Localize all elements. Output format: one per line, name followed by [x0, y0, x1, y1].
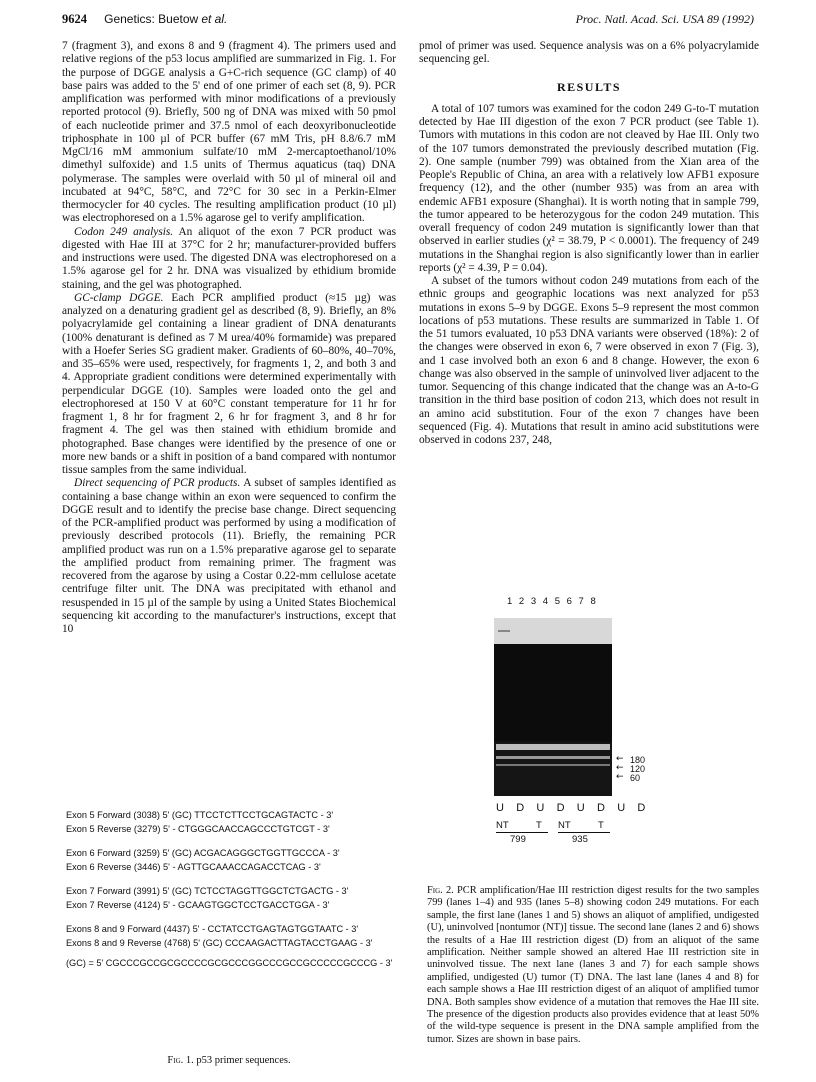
right-column: [419, 40, 759, 447]
figure-2-caption: [427, 885, 759, 1046]
arrow-icon: ←: [616, 763, 624, 773]
arrow-icon: ←: [616, 772, 624, 782]
run-in-head: Direct sequencing of PCR products.: [74, 477, 241, 490]
lane-codes: U D U D U D U D: [496, 802, 650, 814]
t-label: T: [536, 820, 542, 831]
gel-band: [496, 744, 610, 750]
primer-line: Exons 8 and 9 Reverse (4768) 5' (GC) CCCAAGACTTAGTACCTGAAG - 3': [66, 938, 373, 948]
caption-text: p53 primer sequences.: [196, 1055, 291, 1066]
size-label: 120: [630, 764, 646, 774]
figure-1-caption: [62, 1055, 396, 1066]
paragraph: 7 (fragment 3), and exons 8 and 9 (fragment 4). The primers used and relative regions of the p53 locus amplified are summarized in Fig. 1. For the purpose of DGGE analysis a G+C-rich sequence (GC clamp) of 40 base pairs was added to the 5' end of one primer of each set (8, 9). PCR amplification was performed with minor modifications of a previously reported protocol (9). Briefly, 500 ng of DNA was mixed with 50 pmol of each nucleotide primer and 37.5 nmol of each deoxyribonucleotide triphosphate in 100 µl of PCR buffer (67 mM Tris, pH 8.8/6.7 mM MgCl/16 mM ammonium sulfate/10 mM 2-mercaptoethanol/10% dimethyl sulfoxide) and 1.5 units of Thermus aquaticus (taq) DNA polymerase. The samples were overlaid with 50 µl of mineral oil and incubated at 94°C, 58°C, and 72°C for 30 sec in a Perkin-Elmer thermocycler for 40 cycles. The resulting amplification product (10 µl) was electrophoresed on a 1.5% agarose gel to verify amplification.: [62, 40, 396, 225]
divider: [496, 832, 548, 833]
primer-line: Exon 7 Reverse (4124) 5' - GCAAGTGGCTCCTGACCTGGA - 3': [66, 900, 330, 910]
paragraph: [62, 477, 396, 636]
sample-number: 935: [572, 834, 588, 845]
paragraph: pmol of primer was used. Sequence analysis was on a 6% polyacrylamide sequencing gel.: [419, 40, 759, 66]
arrow-icon: ←: [616, 754, 624, 764]
nt-label: NT: [496, 820, 509, 831]
nt-label: NT: [558, 820, 571, 831]
sample-number: 799: [510, 834, 526, 845]
size-label: 180: [630, 755, 646, 765]
caption-label: Fig. 2.: [427, 885, 454, 896]
journal-title: Proc. Natl. Acad. Sci. USA 89 (1992): [575, 12, 754, 26]
paragraph: A total of 107 tumors was examined for the codon 249 G-to-T mutation detected by Hae III digestion of the exon 7 PCR product (see Table 1). Tumors with mutations in this codon are not cleaved by Hae III. Only two of the 107 tumors demonstrated the previously described mutation (Fig. 2). One sample (number 799) was obtained from the Xian area of the People's Republic of China, an area with a relatively low AFB1 exposure frequency (12), and the other (number 935) was from an area with endemic AFB1 exposure (Shanghai). It is worth noting that in sample 799, the tumor appeared to be heterozygous for the codon 249 mutation. This overall frequency of codon 249 mutation is significantly lower than that observed in earlier studies (χ² = 38.79, P < 0.0001). The frequency of 249 mutations in the Shanghai region is also significantly lower than in earlier reports (χ² = 4.39, P = 0.04).: [419, 102, 759, 274]
left-column: [62, 40, 396, 636]
paragraph-text: A subset of samples identified as containing a base change within an exon were sequenced to confirm the DGGE result and to identify the precise base change. Direct sequencing of the PCR-amplified product was performed by using a modification of previously described protocols (11). Briefly, the remaining PCR amplified product was run on a 1.5% preparative agarose gel to separate the amplified product from remaining primer. The fragment was recovered from the agarose by using a Costar 0.22-mm cellulose acetate centrifuge filter unit. The DNA was precipitated with ethanol and resuspended in 15 µl of the sample by using a United States Biochemical sequencing kit according to the manufacturer's instructions, except that 10: [62, 477, 396, 635]
divider: [558, 832, 610, 833]
caption-label: Fig. 1.: [167, 1055, 194, 1066]
section-etal: et al.: [201, 12, 228, 26]
primer-line: Exon 7 Forward (3991) 5' (GC) TCTCCTAGGTTGGCTCTGACTG - 3': [66, 886, 349, 896]
run-in-head: GC-clamp DGGE.: [74, 291, 164, 304]
primer-line: Exon 5 Forward (3038) 5' (GC) TTCCTCTTCCTGCAGTACTC - 3': [66, 810, 334, 820]
gel-dark-region: [494, 644, 612, 742]
paragraph: [62, 226, 396, 292]
lane-numbers: 1 2 3 4 5 6 7 8: [507, 596, 598, 607]
run-in-head: Codon 249 analysis.: [74, 225, 174, 238]
running-header: [62, 12, 754, 32]
primer-line: Exon 6 Forward (3259) 5' (GC) ACGACAGGGCTGGTTGCCCA - 3': [66, 848, 340, 858]
primer-line: Exon 6 Reverse (3446) 5' - AGTTGCAAACCAGACCTCAG - 3': [66, 862, 321, 872]
paragraph: A subset of the tumors without codon 249 mutations from each of the ethnic groups and geographic locations was next analyzed for p53 mutations in exons 5–9 by DGGE. Exons 5–9 represent the most common locations of p53 mutations. These results are summarized in Table 1. Of the 51 tumors evaluated, 10 p53 DNA variants were observed (18%): 2 of the changes were observed in exon 6, 7 were observed in exon 7 (Fig. 3), and 1 case involved both an exon 6 and 8 change. However, the exon 6 change was also observed in the sample of uninvolved liver adjacent to the tumor. Sequencing of this change indicated that the change was an A-to-G transition in the third base position of codon 213, which does not result in an amino acid substitution. Four of the exon 7 changes have been sequenced (Fig. 4). Mutations that result in amino acid substitutions were observed in codons 237, 248,: [419, 275, 759, 446]
page-number: 9624: [62, 12, 87, 26]
section-title: Genetics: Buetow: [104, 12, 199, 26]
primer-line: Exon 5 Reverse (3279) 5' - CTGGGCAACCAGCCCTGTCGT - 3': [66, 824, 330, 834]
t-label: T: [598, 820, 604, 831]
primer-line: Exons 8 and 9 Forward (4437) 5' - CCTATCCTGAGTAGTGGTAATC - 3': [66, 924, 359, 934]
gel-band: [496, 756, 610, 759]
section-heading: RESULTS: [556, 79, 622, 94]
size-label: 60: [630, 773, 641, 783]
paragraph-text: Each PCR amplified product (≈15 µg) was analyzed on a denaturing gradient gel as described (8, 9). Briefly, an 8% polyacrylamide gel containing a linear gradient of DNA denaturants (100% denaturant is defined as 7 M urea/40% formamide) was prepared with a Hoefer Series SG gradient maker. Gradients of 60–80%, 40–70%, and 35–65% were used, respectively, for fragments 1, 2, and both 3 and 4. Appropriate gradient conditions were determined experimentally with perpendicular DGGE (10). Samples were loaded onto the gel and electrophoresed at 150 V at 60°C constant temperature for 11 hr for fragment 1, 8 hr for fragment 2, 6 hr for fragment 3, and 8 hr for fragment 4. The gel was then stained with ethidium bromide and photographed. Base changes were identified by the presence of one or more new bands or a shift in position of a band compared with nontumor tissue samples from the same individual.: [62, 291, 396, 476]
gel-band: [496, 764, 610, 766]
gel-band: [498, 630, 510, 632]
gel-dark-region: [494, 742, 612, 796]
gc-clamp-sequence: (GC) = 5' CGCCCGCCGCGCCCCGCGCCCGGCCCGCCGCCCCCGCCCG - 3': [66, 958, 393, 968]
caption-text: PCR amplification/Hae III restriction digest results for the two samples 799 (lanes 1–4) and 935 (lanes 5–8) showing codon 249 mutations. For each sample, the first lane (lanes 1 and 5) shows an aliquot of amplified, undigested (U), uninvolved [nontumor (NT)] tissue. The second lane (lanes 2 and 6) shows the results of a Hae III restriction digest (D) from an aliquot of the same amplification. Neither sample showed an altered Hae III restriction site in uninvolved tissue. The next lane (lanes 3 and 7) for each sample shows amplified, undigested (U) tumor (T) DNA. The last lane (lanes 4 and 8) for each sample shows a Hae III restriction digest of an aliquot of amplified tumor DNA. Both samples show evidence of a mutation that removes the Hae III site. The presence of the digestion products also provides evidence that at least 50% of the wild-type sequence is present in the DNA sample amplified from the tumor. Sizes are shown in base pairs.: [427, 885, 759, 1045]
paragraph: [62, 292, 396, 478]
primer-figure: [66, 808, 406, 968]
gel-figure: [486, 596, 686, 845]
paragraph-text: An aliquot of the exon 7 PCR product was digested with Hae III at 37°C for 2 hr; manufacturer-provided buffers and instructions were used. The digested DNA was electrophoresed on a 1.5% agarose gel for 2 hr. DNA was visualized by ethidium bromide staining, and the gel was photographed.: [62, 225, 396, 291]
